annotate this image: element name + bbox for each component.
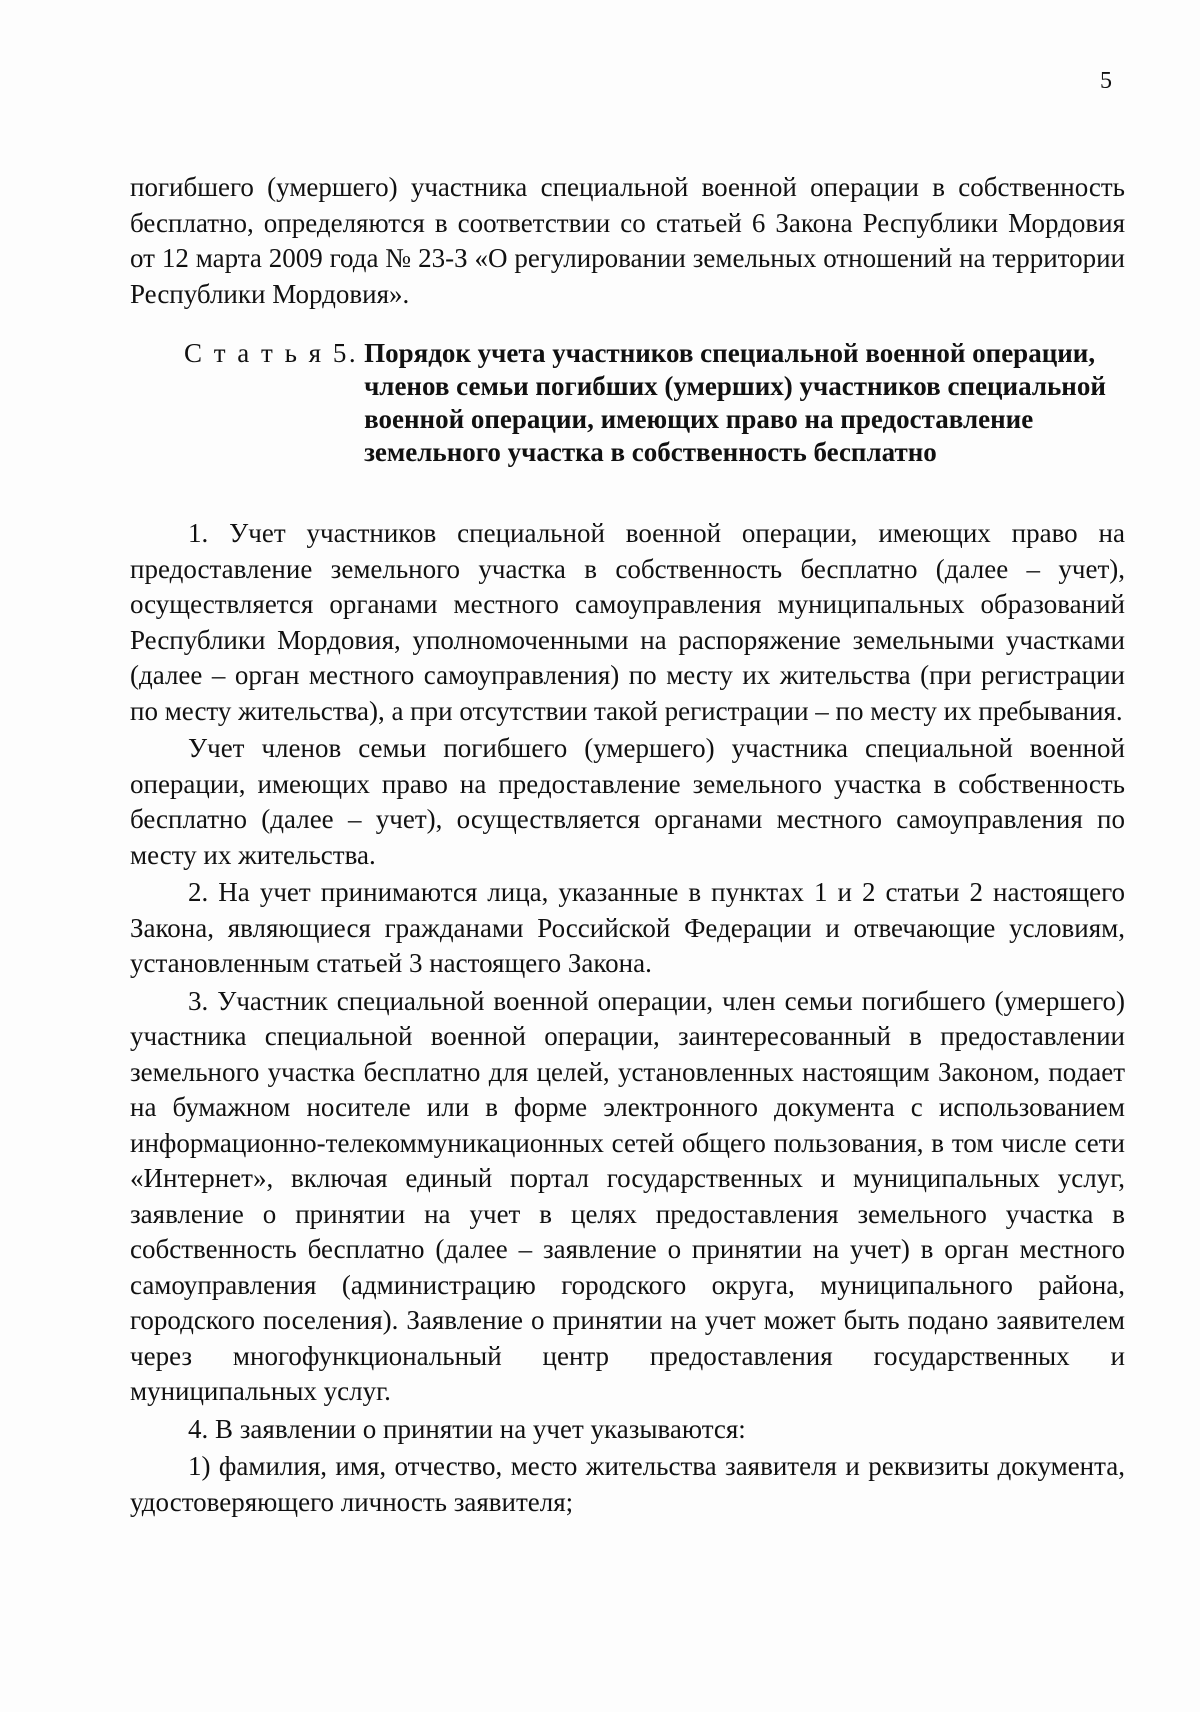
page-number: 5: [1100, 68, 1112, 94]
article-body: [130, 516, 1125, 1522]
paragraph-3: 3. Участник специальной военной операции, член семьи погибшего (умершего) участника специальной военной операции, заинтересованный в предоставлении земельного участка бесплатно для целей, установленных настоящим Законом, подает на бумажном носителе или в форме электронного документа с использованием информационно-телекоммуникационных сетей общего пользования, в том числе сети «Интернет», включая единый портал государственных и муниципальных услуг, заявление о принятии на учет в целях предоставления земельного участка в собственность бесплатно (далее – заявление о принятии на учет) в орган местного самоуправления (администрацию городского округа, муниципального района, городского поселения). Заявление о принятии на учет может быть подано заявителем через многофункциональный центр предоставления государственных и муниципальных услуг.: [130, 985, 1125, 1406]
article-heading: [184, 337, 1124, 469]
paragraph-1: 1. Учет участников специальной военной операции, имеющих право на предоставление земельного участка в собственность бесплатно (далее – учет), осуществляется органами местного самоуправления муниципальных образований Республики Мордовия, уполномоченными на распоряжение земельными участками (далее – орган местного самоуправления) по месту их жительства (при регистрации по месту жительства), а при отсутствии такой регистрации – по месту их пребывания.: [130, 518, 1125, 726]
paragraph-family-accounting: Учет членов семьи погибшего (умершего) участника специальной военной операции, имеющих право на предоставление земельного участка в собственность бесплатно (далее – учет), осуществляется органами местного самоуправления по месту их жительства.: [130, 733, 1125, 870]
article-title: Порядок учета участников специальной военной операции, членов семьи погибших (умерших) участников специальной военной операции, имеющих право на предоставление земельного участка в собственность бесплатно: [364, 338, 1106, 467]
intro-block: [130, 170, 1125, 312]
paragraph-4: 4. В заявлении о принятии на учет указываются:: [188, 1413, 746, 1444]
paragraph-2: 2. На учет принимаются лица, указанные в пунктах 1 и 2 статьи 2 настоящего Закона, являющиеся гражданами Российской Федерации и отвечающие условиям, установленным статьей 3 настоящего Закона.: [130, 877, 1125, 978]
article-label: С т а т ь я 5.: [184, 338, 359, 368]
intro-paragraph: погибшего (умершего) участника специальной военной операции в собственность бесплатно, определяются в соответствии со статьей 6 Закона Республики Мордовия от 12 марта 2009 года № 23-З «О регулировании земельных отношений на территории Республики Мордовия».: [130, 172, 1125, 309]
paragraph-4-item-1: 1) фамилия, имя, отчество, место жительства заявителя и реквизиты документа, удостоверяющего личность заявителя;: [130, 1451, 1125, 1517]
